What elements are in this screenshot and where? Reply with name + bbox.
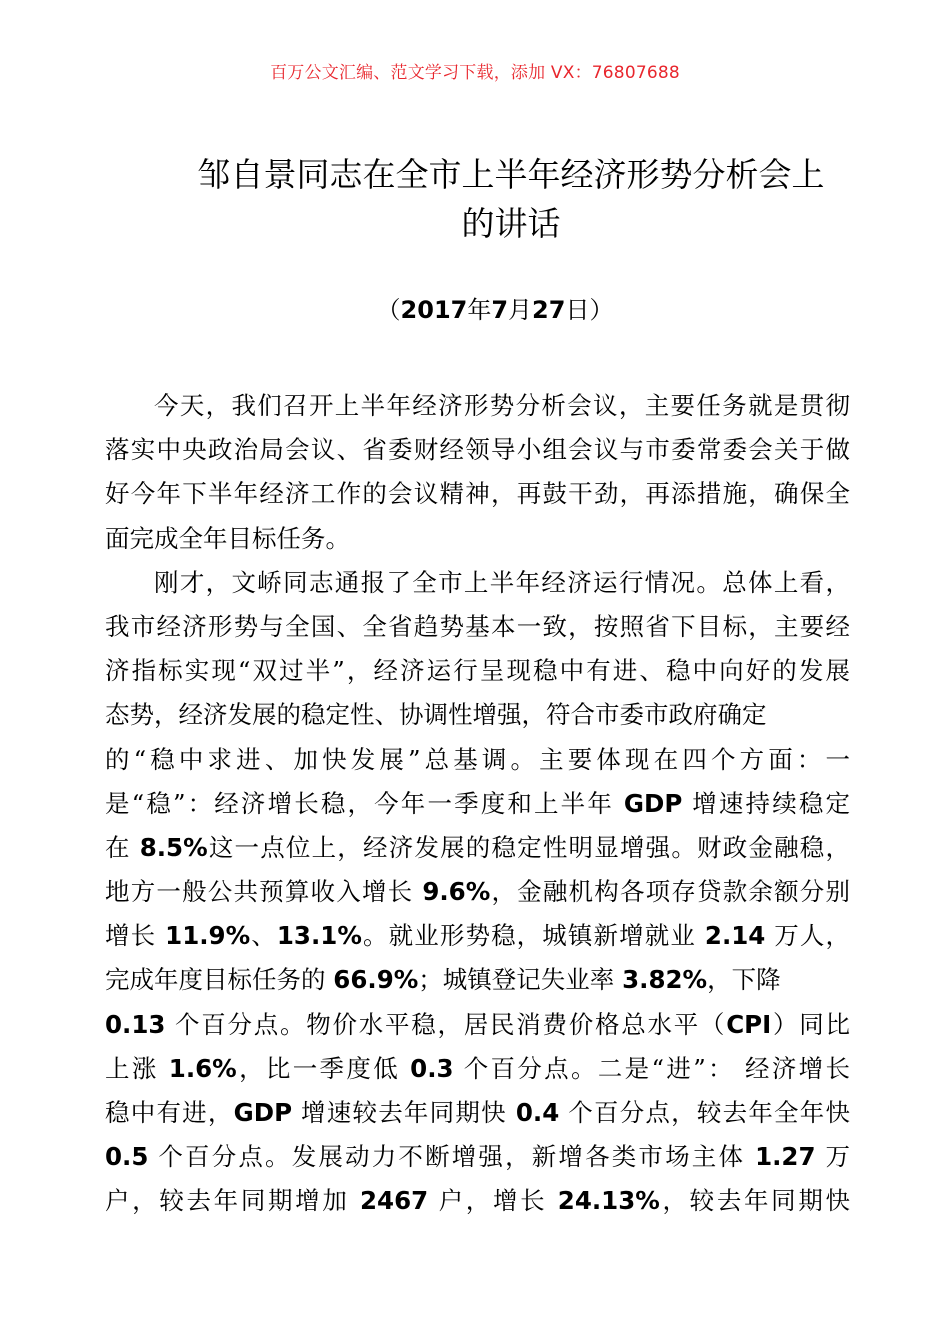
title-line-1: 邹自景同志在全市上半年经济形势分析会上 [197,155,825,194]
paragraph-line: 地方一般公共预算收入增长 9.6%，金融机构各项存贷款余额分别 [105,877,851,907]
date-month: 7 [491,296,509,324]
header-note: 百万公文汇编、范文学习下载，添加 VX：76807688 [270,63,680,83]
paragraph-line: 态势，经济发展的稳定性、协调性增强，符合市委市政府确定 [105,700,767,730]
paragraph-line: 我市经济形势与全国、全省趋势基本一致，按照省下目标，主要经 [105,611,850,641]
paragraph-line: 0.13 个百分点。物价水平稳，居民消费价格总水平（CPI）同比 [105,1009,850,1039]
date-day: 27 [532,296,566,324]
paragraph-line: 面完成全年目标任务。 [105,523,350,553]
paragraph-line: 济指标实现“双过半”，经济运行呈现稳中有进、稳中向好的发展 [105,656,850,686]
date-year: 2017 [400,296,468,324]
date-month-unit: 月 [508,296,533,324]
date-year-unit: 年 [467,296,492,324]
title-line-2: 的讲话 [461,204,561,243]
paragraph-line: 稳中有进，GDP 增速较去年同期快 0.4 个百分点，较去年全年快 [105,1098,850,1127]
paragraph-line: 的“稳中求进、加快发展”总基调。主要体现在四个方面：一 [105,744,850,774]
paragraph-line: 是“稳”：经济增长稳，今年一季度和上半年 GDP 增速持续稳定 [105,788,850,818]
document-title [166,150,856,248]
date-open: （ [376,296,401,324]
paragraph-line: 增长 11.9%、13.1%。就业形势稳，城镇新增就业 2.14 万人， [105,921,850,951]
paragraph-line: 0.5 个百分点。发展动力不断增强，新增各类市场主体 1.27 万 [105,1142,850,1172]
paragraph-line: 上涨 1.6%，比一季度低 0.3 个百分点。二是“进”： 经济增长 [105,1053,850,1083]
paragraph-line: 好今年下半年经济工作的会议精神，再鼓干劲，再添措施，确保全 [105,479,850,509]
paragraph-line: 完成年度目标任务的 66.9%；城镇登记失业率 3.82%，下降 [105,965,781,995]
paragraph-line: 在 8.5%这一点位上，经济发展的稳定性明显增强。财政金融稳， [105,832,850,862]
paragraph-line: 刚才，文峤同志通报了全市上半年经济运行情况。总体上看， [154,567,850,597]
paragraph-line: 今天，我们召开上半年经济形势分析会议，主要任务就是贯彻 [154,391,850,420]
paragraph-2 [105,561,850,1224]
paragraph-1 [105,384,850,561]
paragraph-line: 户，较去年同期增加 2467 户，增长 24.13%，较去年同期快 [105,1186,851,1216]
document-body [105,384,850,1224]
paragraph-line: 落实中央政治局会议、省委财经领导小组会议与市委常委会关于做 [105,435,850,465]
speech-date [0,290,950,325]
date-day-unit: 日） [565,296,614,324]
